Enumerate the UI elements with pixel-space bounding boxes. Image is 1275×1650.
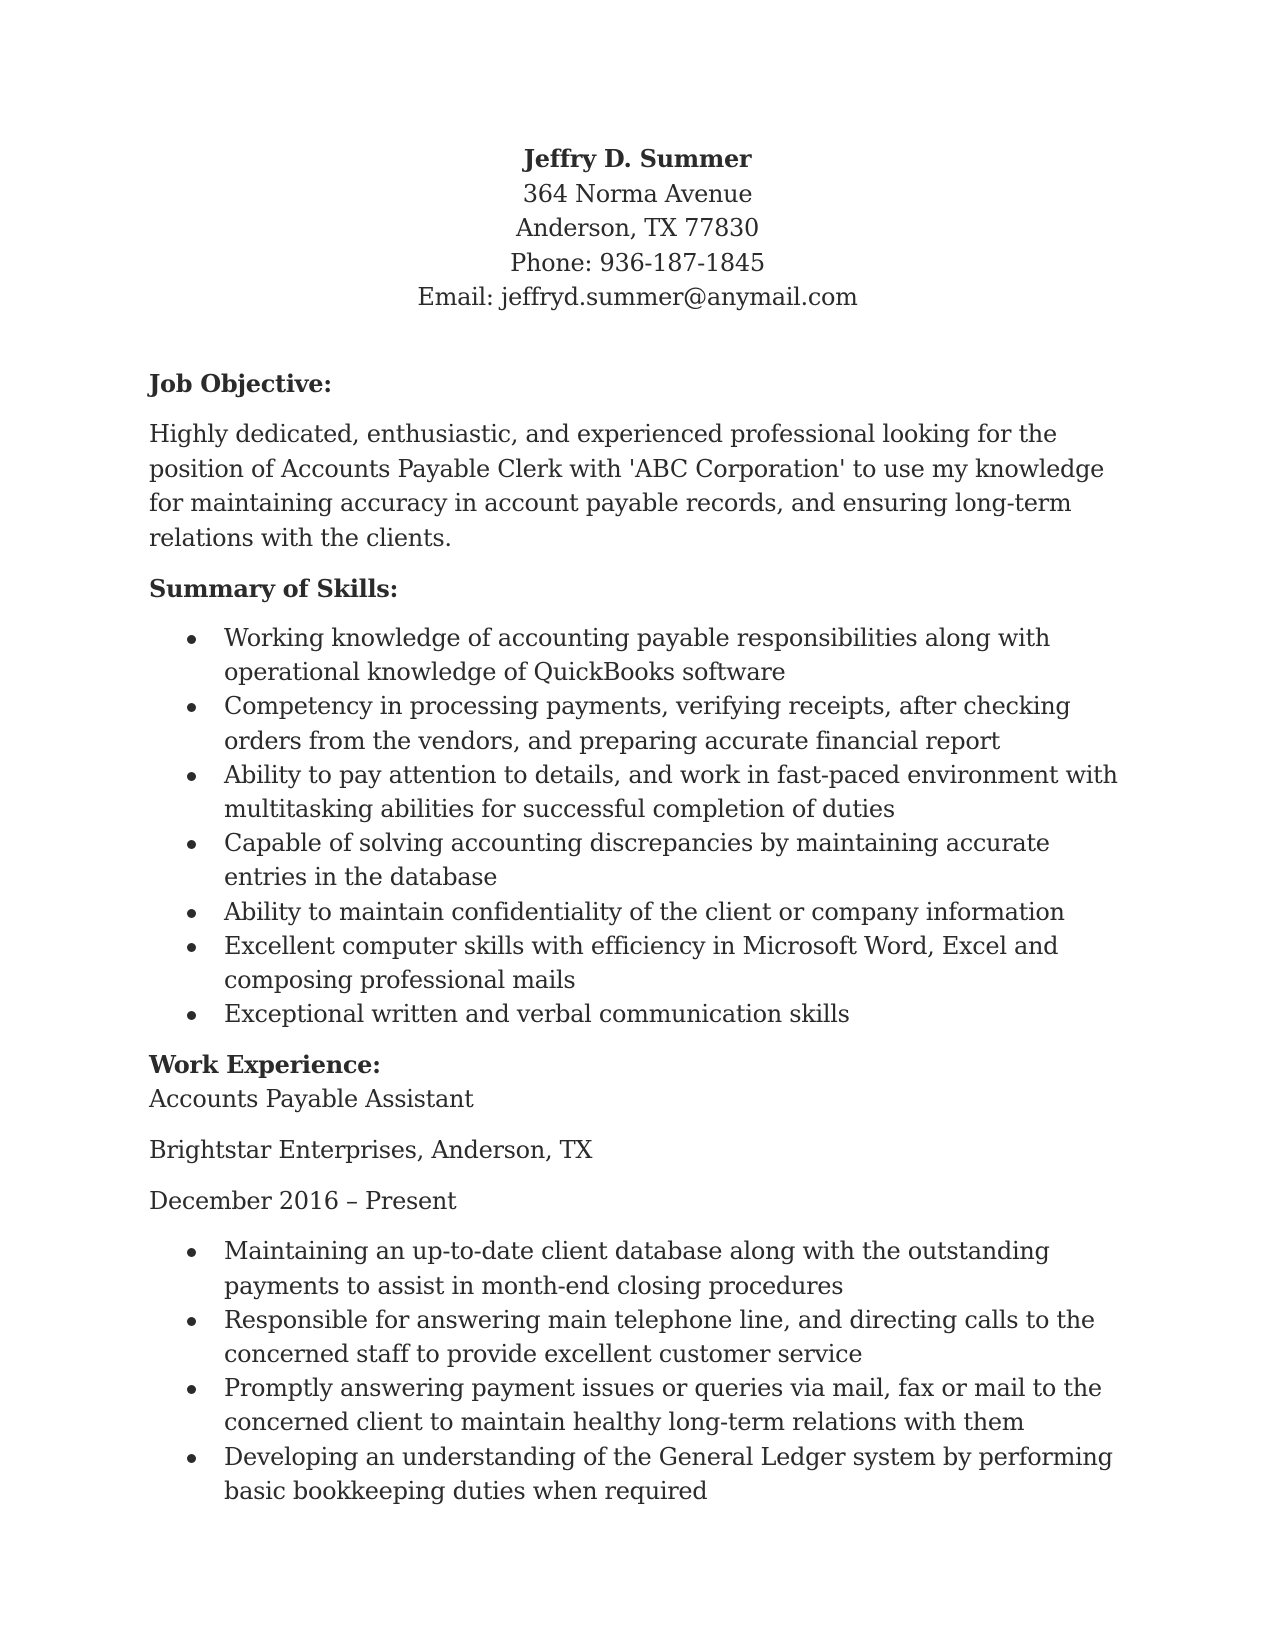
bullet-icon bbox=[187, 909, 196, 918]
duties-list bbox=[149, 1234, 1129, 1508]
job-title: Accounts Payable Assistant bbox=[149, 1085, 474, 1114]
skills-heading: Summary of Skills: bbox=[149, 574, 399, 603]
bullet-icon bbox=[187, 1248, 196, 1257]
employment-dates: December 2016 – Present bbox=[149, 1187, 457, 1216]
skill-text: Ability to maintain confidentiality of the client or company information bbox=[224, 897, 1065, 926]
skill-item bbox=[149, 826, 1129, 894]
email-line: Email: jeffryd.summer@anymail.com bbox=[417, 283, 858, 311]
applicant-name: Jeffry D. Summer bbox=[523, 144, 752, 173]
address-line-2: Anderson, TX 77830 bbox=[516, 214, 759, 242]
skill-text: Capable of solving accounting discrepancies by maintaining accurate entries in the database bbox=[224, 829, 1050, 892]
address-line-1: 364 Norma Avenue bbox=[522, 179, 753, 208]
duty-item bbox=[149, 1234, 1129, 1302]
bullet-icon bbox=[187, 943, 196, 952]
duty-text: Responsible for answering main telephone line, and directing calls to the concerned staff to provide excellent customer service bbox=[224, 1305, 1095, 1369]
bullet-icon bbox=[187, 1385, 196, 1394]
contact-header bbox=[0, 142, 1275, 315]
duty-item bbox=[149, 1303, 1129, 1371]
skill-item bbox=[149, 621, 1129, 689]
skill-item bbox=[149, 997, 1129, 1031]
skill-item bbox=[149, 689, 1129, 757]
bullet-icon bbox=[187, 1011, 196, 1020]
skill-text: Ability to pay attention to details, and work in fast-paced environment with multitasking abilities for successful completion of duties bbox=[224, 760, 1118, 824]
duty-item bbox=[149, 1371, 1129, 1439]
bullet-icon bbox=[187, 1454, 196, 1463]
skill-text: Competency in processing payments, verifying receipts, after checking orders from the vendors, and preparing accurate financial report bbox=[224, 692, 1071, 755]
bullet-icon bbox=[187, 1317, 196, 1326]
skill-text: Working knowledge of accounting payable responsibilities along with operational knowledge of QuickBooks software bbox=[224, 624, 1050, 687]
skill-text: Excellent computer skills with efficiency in Microsoft Word, Excel and composing professional mails bbox=[224, 931, 1059, 995]
bullet-icon bbox=[187, 635, 196, 644]
resume-body bbox=[149, 367, 1129, 1508]
bullet-icon bbox=[187, 703, 196, 712]
duty-text: Promptly answering payment issues or queries via mail, fax or mail to the concerned client to maintain healthy long-term relations with them bbox=[224, 1374, 1102, 1437]
skill-text: Exceptional written and verbal communication skills bbox=[224, 1000, 850, 1029]
objective-heading: Job Objective: bbox=[149, 369, 332, 398]
phone-line: Phone: 936-187-1845 bbox=[510, 248, 765, 277]
bullet-icon bbox=[187, 772, 196, 781]
skill-item bbox=[149, 929, 1129, 997]
duty-text: Developing an understanding of the General Ledger system by performing basic bookkeeping duties when required bbox=[224, 1442, 1113, 1505]
work-experience-heading: Work Experience: bbox=[149, 1050, 381, 1080]
skills-list bbox=[149, 621, 1129, 1031]
company-name: Brightstar Enterprises, Anderson, TX bbox=[149, 1136, 593, 1165]
duty-item bbox=[149, 1440, 1129, 1508]
skill-item bbox=[149, 758, 1129, 826]
skill-item bbox=[149, 895, 1129, 929]
objective-paragraph: Highly dedicated, enthusiastic, and experienced professional looking for the position of Accounts Payable Clerk with 'ABC Corporation' to use my knowledge for maintaining accuracy in account payable records, and ensuring long-term relations with the clients. bbox=[149, 420, 1105, 552]
bullet-icon bbox=[187, 840, 196, 849]
duty-text: Maintaining an up-to-date client database along with the outstanding payments to assist in month-end closing procedures bbox=[224, 1237, 1050, 1300]
